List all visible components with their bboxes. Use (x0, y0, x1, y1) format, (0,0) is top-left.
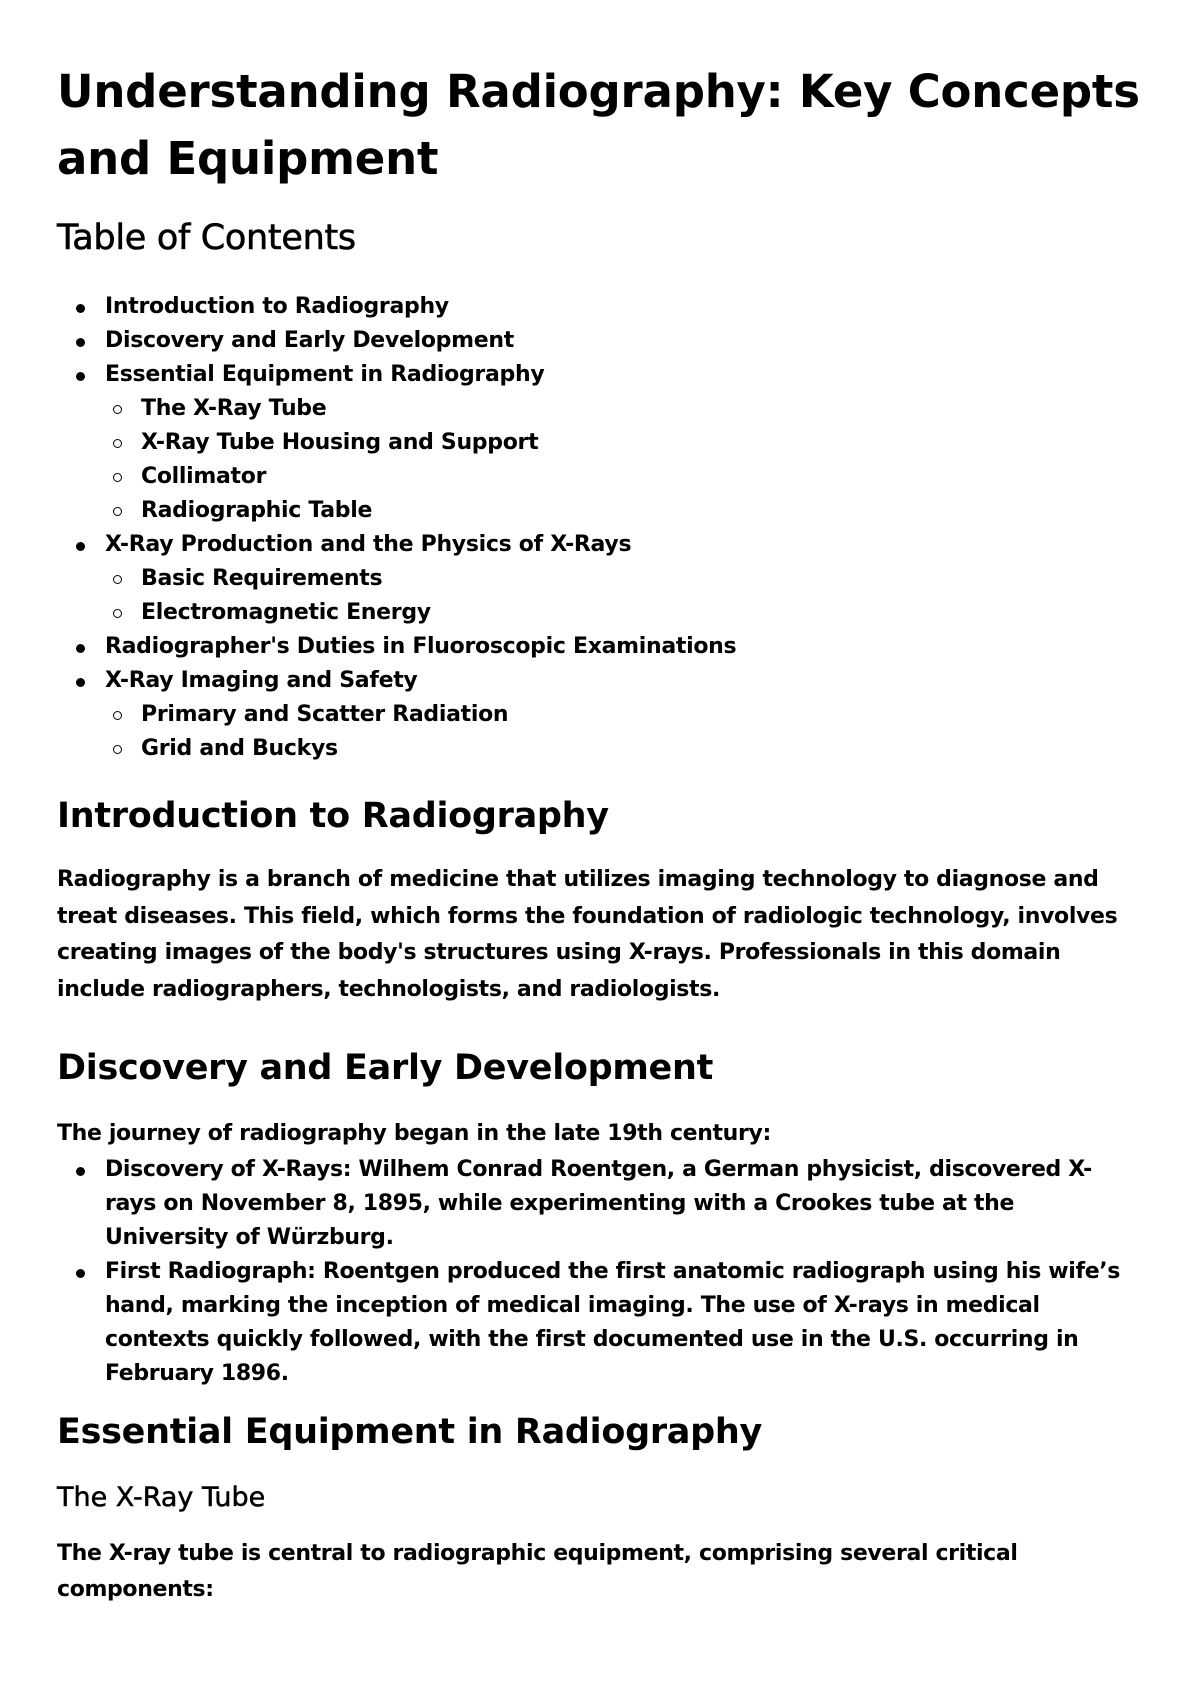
toc-subentry (57, 698, 1140, 732)
toc-subentry (57, 596, 1140, 630)
toc-link-grid-buckys[interactable]: Grid and Buckys (57, 732, 1140, 766)
list-item: Discovery of X-Rays: Wilhem Conrad Roentgen, a German physicist, discovered X-rays on November 8, 1895, while experimenting with a Crookes tube at the University of Würzburg. (57, 1153, 1140, 1255)
toc-link-radiographic-table[interactable]: Radiographic Table (57, 494, 1140, 528)
toc-link-fluoroscopic-duties[interactable]: Radiographer's Duties in Fluoroscopic Examinations (57, 630, 1140, 664)
toc-entry (57, 324, 1140, 358)
toc-entry (57, 630, 1140, 664)
toc-subentry (57, 494, 1140, 528)
toc-subentry (57, 460, 1140, 494)
section-heading-discovery: Discovery and Early Development (57, 1048, 714, 1088)
toc-link-collimator[interactable]: Collimator (57, 460, 1140, 494)
toc-entry (57, 358, 1140, 392)
document-title: Understanding Radiography: Key Concepts and Equipment (57, 65, 1140, 185)
section-heading-equipment: Essential Equipment in Radiography (57, 1411, 763, 1452)
toc-subentry (57, 392, 1140, 426)
toc-link-xray-production[interactable]: X-Ray Production and the Physics of X-Rays (57, 528, 1140, 562)
toc-subentry (57, 732, 1140, 766)
toc-link-basic-requirements[interactable]: Basic Requirements (57, 562, 1140, 596)
section-heading-introduction: Introduction to Radiography (57, 796, 609, 836)
toc-link-discovery[interactable]: Discovery and Early Development (57, 324, 1140, 358)
toc-link-equipment[interactable]: Essential Equipment in Radiography (57, 358, 1140, 392)
toc-link-xray-tube[interactable]: The X-Ray Tube (57, 392, 1140, 426)
xray-tube-paragraph: The X-ray tube is central to radiographic equipment, comprising several critical components: (57, 1540, 1018, 1602)
introduction-paragraph: Radiography is a branch of medicine that utilizes imaging technology to diagnose and treat diseases. This field, which forms the foundation of radiologic technology, involves creating images of the body's structures using X-rays. Professionals in this domain include radiographers, technologists, and radiologists. (57, 867, 1118, 1002)
subsection-heading-xray-tube: The X-Ray Tube (57, 1481, 266, 1513)
toc-subentry (57, 562, 1140, 596)
toc-link-electromagnetic-energy[interactable]: Electromagnetic Energy (57, 596, 1140, 630)
toc-subentry (57, 426, 1140, 460)
discovery-lead-paragraph: The journey of radiography began in the late 19th century: (57, 1121, 771, 1146)
toc-link-imaging-safety[interactable]: X-Ray Imaging and Safety (57, 664, 1140, 698)
toc-entry (57, 290, 1140, 324)
toc-entry (57, 528, 1140, 562)
table-of-contents (57, 290, 1140, 766)
toc-link-tube-housing[interactable]: X-Ray Tube Housing and Support (57, 426, 1140, 460)
list-item: First Radiograph: Roentgen produced the first anatomic radiograph using his wife’s hand, marking the inception of medical imaging. The use of X-rays in medical contexts quickly followed, with the first documented use in the U.S. occurring in February 1896. (57, 1255, 1140, 1391)
toc-heading: Table of Contents (57, 218, 356, 258)
toc-link-primary-scatter[interactable]: Primary and Scatter Radiation (57, 698, 1140, 732)
discovery-bullet-list (57, 1153, 1140, 1391)
toc-link-introduction[interactable]: Introduction to Radiography (57, 290, 1140, 324)
toc-entry (57, 664, 1140, 698)
